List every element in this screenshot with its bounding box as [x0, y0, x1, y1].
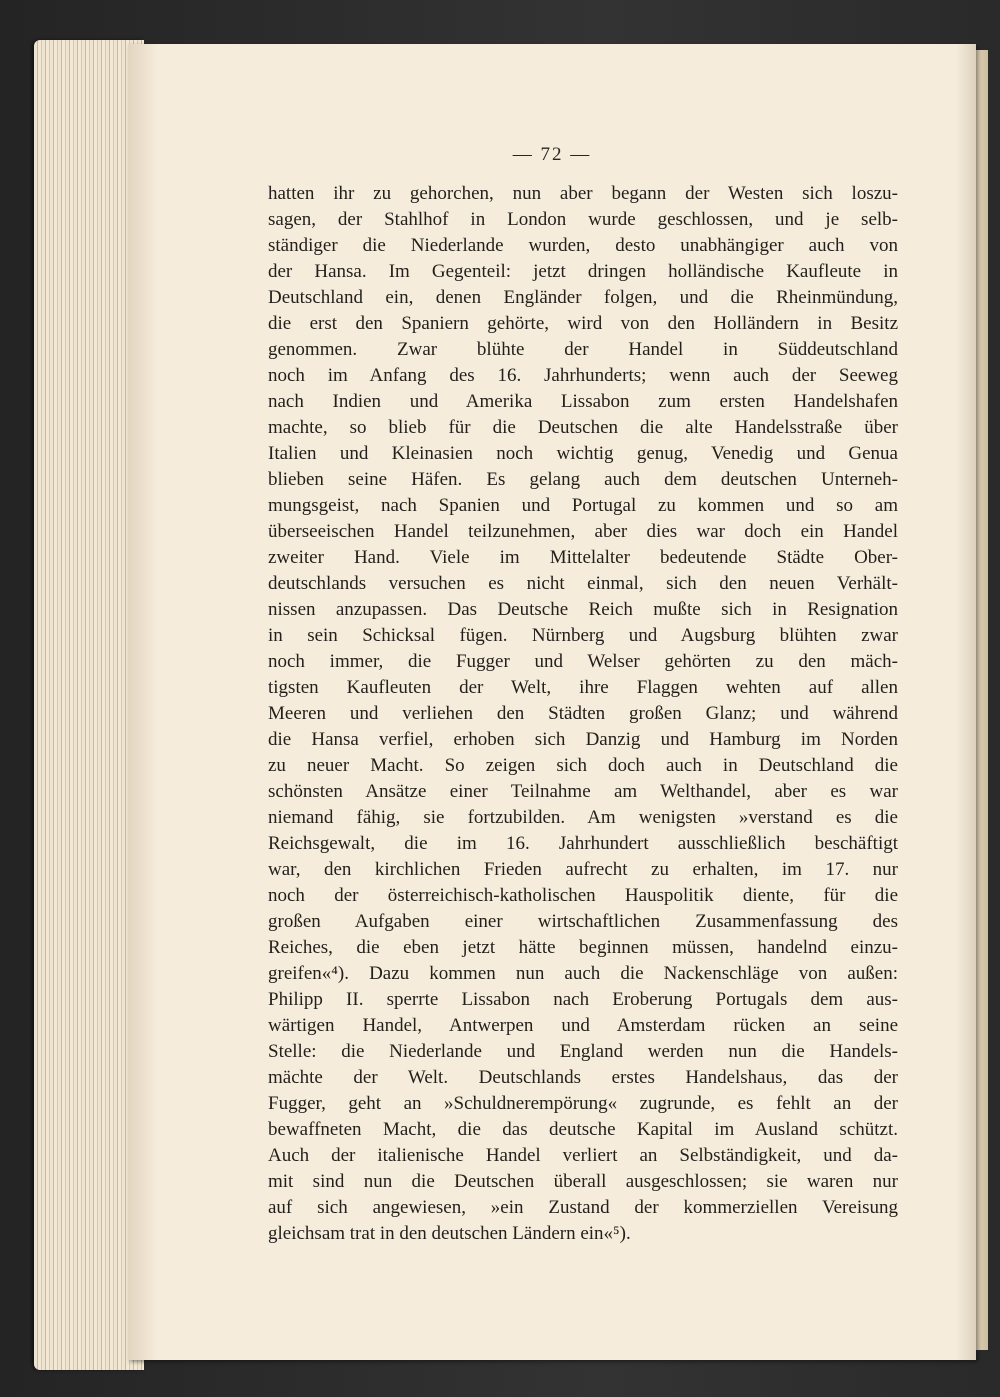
text-line: Stelle: die Niederlande und England werden nun die Handels-: [268, 1041, 898, 1062]
text-line: nach Indien und Amerika Lissabon zum ersten Handelshafen: [268, 391, 898, 412]
text-line: Auch der italienische Handel verliert an Selbständigkeit, und da-: [268, 1145, 898, 1166]
text-line: zu neuer Macht. So zeigen sich doch auch in Deutschland die: [268, 755, 898, 776]
text-line: zweiter Hand. Viele im Mittelalter bedeutende Städte Ober-: [268, 547, 898, 568]
text-line: Reichsgewalt, die im 16. Jahrhundert ausschließlich beschäftigt: [268, 833, 898, 854]
text-line: großen Aufgaben einer wirtschaftlichen Zusammenfassung des: [268, 911, 898, 932]
text-line: greifen«⁴). Dazu kommen nun auch die Nackenschläge von außen:: [268, 963, 898, 984]
text-line: in sein Schicksal fügen. Nürnberg und Augsburg blühten zwar: [268, 625, 898, 646]
text-line: blieben seine Häfen. Es gelang auch dem deutschen Unterneh-: [268, 469, 898, 490]
text-line-last: gleichsam trat in den deutschen Ländern ein«⁵).: [268, 1223, 631, 1244]
text-line: Fugger, geht an »Schuldnerempörung« zugrunde, es fehlt an der: [268, 1093, 898, 1114]
book-page: [128, 44, 976, 1360]
text-line: schönsten Ansätze einer Teilnahme am Welthandel, aber es war: [268, 781, 898, 802]
text-line: nissen anzupassen. Das Deutsche Reich mußte sich in Resignation: [268, 599, 898, 620]
text-line: mächte der Welt. Deutschlands erstes Handelshaus, das der: [268, 1067, 898, 1088]
text-line: auf sich angewiesen, »ein Zustand der kommerziellen Vereisung: [268, 1197, 898, 1218]
text-line: der Hansa. Im Gegenteil: jetzt dringen holländische Kaufleute in: [268, 261, 898, 282]
body-text: [268, 181, 898, 1247]
page-number: — 72 —: [512, 144, 592, 165]
text-line: Meeren und verliehen den Städten großen Glanz; und während: [268, 703, 898, 724]
text-line: noch immer, die Fugger und Welser gehörten zu den mäch-: [268, 651, 898, 672]
text-line: ständiger die Niederlande wurden, desto unabhängiger auch von: [268, 235, 898, 256]
text-line: Philipp II. sperrte Lissabon nach Eroberung Portugals dem aus-: [268, 989, 898, 1010]
text-line: noch der österreichisch-katholischen Hauspolitik diente, für die: [268, 885, 898, 906]
text-line: wärtigen Handel, Antwerpen und Amsterdam rücken an seine: [268, 1015, 898, 1036]
text-line: genommen. Zwar blühte der Handel in Süddeutschland: [268, 339, 898, 360]
text-line: die Hansa verfiel, erhoben sich Danzig und Hamburg im Norden: [268, 729, 898, 750]
text-line: sagen, der Stahlhof in London wurde geschlossen, und je selb-: [268, 209, 898, 230]
text-line: niemand fähig, sie fortzubilden. Am wenigsten »verstand es die: [268, 807, 898, 828]
text-line: Italien und Kleinasien noch wichtig genug, Venedig und Genua: [268, 443, 898, 464]
text-line: bewaffneten Macht, die das deutsche Kapital im Ausland schützt.: [268, 1119, 898, 1140]
text-line: mungsgeist, nach Spanien und Portugal zu kommen und so am: [268, 495, 898, 516]
text-line: hatten ihr zu gehorchen, nun aber begann der Westen sich loszu-: [268, 183, 898, 204]
text-line: deutschlands versuchen es nicht einmal, sich den neuen Verhält-: [268, 573, 898, 594]
text-line: noch im Anfang des 16. Jahrhunderts; wenn auch der Seeweg: [268, 365, 898, 386]
text-line: tigsten Kaufleuten der Welt, ihre Flaggen wehten auf allen: [268, 677, 898, 698]
text-line: Deutschland ein, denen Engländer folgen, und die Rheinmündung,: [268, 287, 898, 308]
text-line: Reiches, die eben jetzt hätte beginnen müssen, handelnd einzu-: [268, 937, 898, 958]
text-line: war, den kirchlichen Frieden aufrecht zu erhalten, im 17. nur: [268, 859, 898, 880]
text-line: die erst den Spaniern gehörte, wird von den Holländern in Besitz: [268, 313, 898, 334]
text-line: machte, so blieb für die Deutschen die alte Handelsstraße über: [268, 417, 898, 438]
text-line: mit sind nun die Deutschen überall ausgeschlossen; sie waren nur: [268, 1171, 898, 1192]
text-line: überseeischen Handel teilzunehmen, aber dies war doch ein Handel: [268, 521, 898, 542]
